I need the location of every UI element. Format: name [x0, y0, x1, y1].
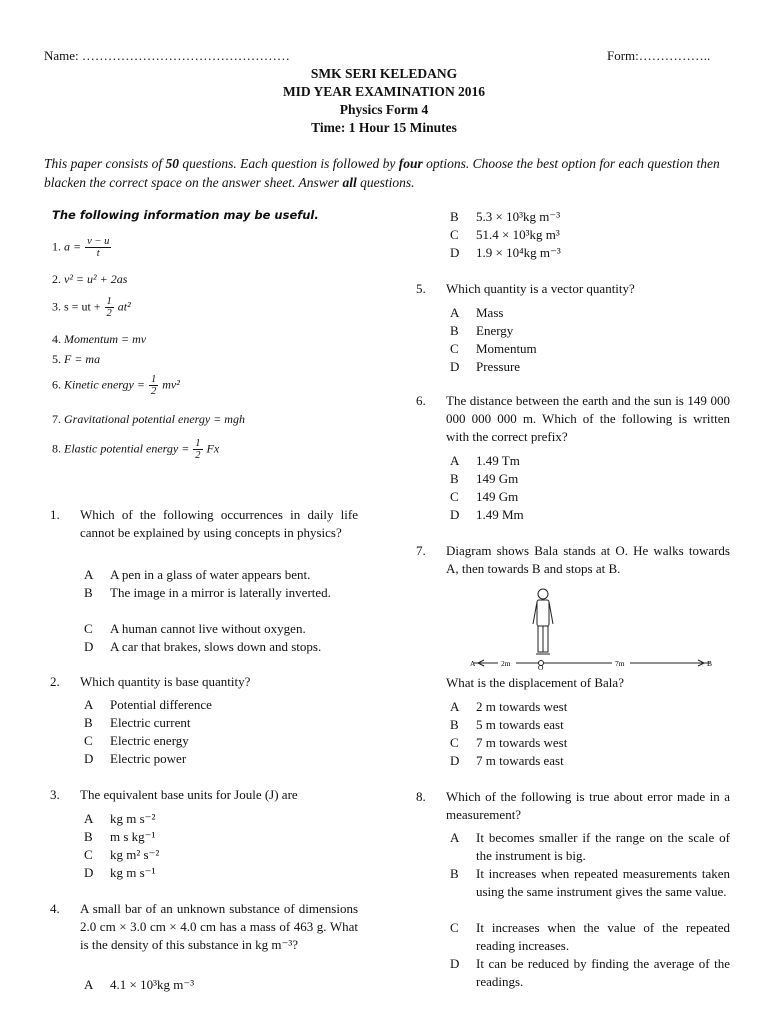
distance-2m: 2m	[501, 659, 511, 668]
question-7: 7. Diagram shows Bala stands at O. He walks towards A, then towards B and stops at B.	[416, 543, 730, 576]
formula-3: 3. s = ut + $\frac{1}{2}$ at²	[52, 296, 131, 319]
q3-option-b: B m s kg⁻¹	[84, 829, 156, 844]
question-number: 1.	[50, 507, 60, 522]
q6-option-c: C 149 Gm	[450, 489, 519, 504]
question-7-sub: What is the displacement of Bala?	[446, 675, 624, 690]
displacement-diagram	[470, 584, 716, 670]
form-field: Form:……………..	[607, 48, 711, 63]
q6-option-a: A 1.49 Tm	[450, 453, 520, 468]
q8-option-c: C It increases when the value of the repeated reading increases.	[450, 920, 730, 953]
question-text: Which of the following occurrences in daily life cannot be explained by using concepts in physics?	[80, 507, 358, 540]
q2-option-c: C Electric energy	[84, 733, 189, 748]
q4-option-d: D 1.9 × 10⁴kg m⁻³	[450, 245, 561, 260]
question-6: 6. The distance between the earth and the sun is 149 000 000 000 000 m. Which of the following is written with the correct prefix?	[416, 393, 730, 444]
name-field: Name: …………………………………………	[44, 48, 290, 63]
formula-5: 5. F = ma	[52, 352, 101, 366]
q1-option-a: A A pen in a glass of water appears bent.	[84, 567, 311, 582]
label-a: A	[470, 659, 476, 668]
person-figure	[533, 589, 553, 654]
q3-option-d: D kg m s⁻¹	[84, 865, 156, 880]
q5-option-c: C Momentum	[450, 341, 537, 356]
q5-option-b: B Energy	[450, 323, 514, 338]
formula-4: 4. Momentum = mv	[52, 332, 147, 346]
formula-7: 7. Gravitational potential energy = mgh	[52, 412, 245, 426]
q8-option-b: B It increases when repeated measurements taken using the same instrument gives the same value.	[450, 866, 730, 899]
question-1	[50, 506, 358, 566]
q5-option-d: D Pressure	[450, 359, 521, 374]
q2-option-a: A Potential difference	[84, 697, 212, 712]
q8-option-a: A It becomes smaller if the range on the scale of the instrument is big.	[450, 830, 730, 863]
q7-option-d: D 7 m towards east	[450, 753, 564, 768]
q6-option-b: B 149 Gm	[450, 471, 519, 486]
question-8: 8. Which of the following is true about error made in a measurement?	[416, 789, 730, 822]
formula-8: 8. Elastic potential energy = $\frac{1}{2}$ Fx	[52, 438, 220, 461]
distance-7m: 7m	[615, 659, 625, 668]
instructions: This paper consists of 50 questions. Each question is followed by four options. Choose the best option for each question then blacken the correct space on the answer sheet. Answer all questions.	[44, 156, 720, 190]
formula-1: 1. a = $\frac{v - u}{t}$	[52, 236, 110, 259]
q7-option-c: C 7 m towards west	[450, 735, 568, 750]
formula-title: The following information may be useful.	[52, 208, 319, 222]
q3-option-c: C kg m² s⁻²	[84, 847, 160, 862]
question-5: 5. Which quantity is a vector quantity?	[416, 281, 635, 296]
q3-option-a: A kg m s⁻²	[84, 811, 156, 826]
q2-option-b: B Electric current	[84, 715, 191, 730]
q6-option-d: D 1.49 Mm	[450, 507, 524, 522]
q4-option-c: C 51.4 × 10³kg m³	[450, 227, 560, 242]
q1-option-d: D A car that brakes, slows down and stops.	[84, 639, 322, 654]
q7-option-a: A 2 m towards west	[450, 699, 568, 714]
q2-option-d: D Electric power	[84, 751, 187, 766]
q7-option-b: B 5 m towards east	[450, 717, 564, 732]
question-2: 2. Which quantity is base quantity?	[50, 674, 251, 689]
label-o: O	[538, 663, 544, 670]
question-4: 4. A small bar of an unknown substance of dimensions 2.0 cm × 3.0 cm × 4.0 cm has a mass of 463 g. What is the density of this substance in kg m⁻³?	[50, 901, 358, 952]
formula-2: 2. v² = u² + 2as	[52, 272, 128, 286]
label-b: B	[707, 659, 713, 668]
q4-option-b: B 5.3 × 10³kg m⁻³	[450, 209, 561, 224]
q8-option-d: D It can be reduced by finding the average of the readings.	[450, 956, 730, 989]
q5-option-a: A Mass	[450, 305, 504, 320]
exam-time: Time: 1 Hour 15 Minutes	[311, 120, 457, 135]
q1-option-b: B The image in a mirror is laterally inverted.	[84, 585, 331, 600]
q4-option-a: A 4.1 × 10³kg m⁻³	[84, 977, 195, 992]
q1-option-c: C A human cannot live without oxygen.	[84, 621, 306, 636]
exam-title: MID YEAR EXAMINATION 2016	[282, 84, 486, 99]
formula-6: 6. Kinetic energy = $\frac{1}{2}$ mv²	[52, 374, 180, 397]
school-name: SMK SERI KELEDANG	[310, 66, 458, 81]
question-3: 3. The equivalent base units for Joule (J) are	[50, 787, 298, 802]
subject-title: Physics Form 4	[339, 102, 429, 117]
